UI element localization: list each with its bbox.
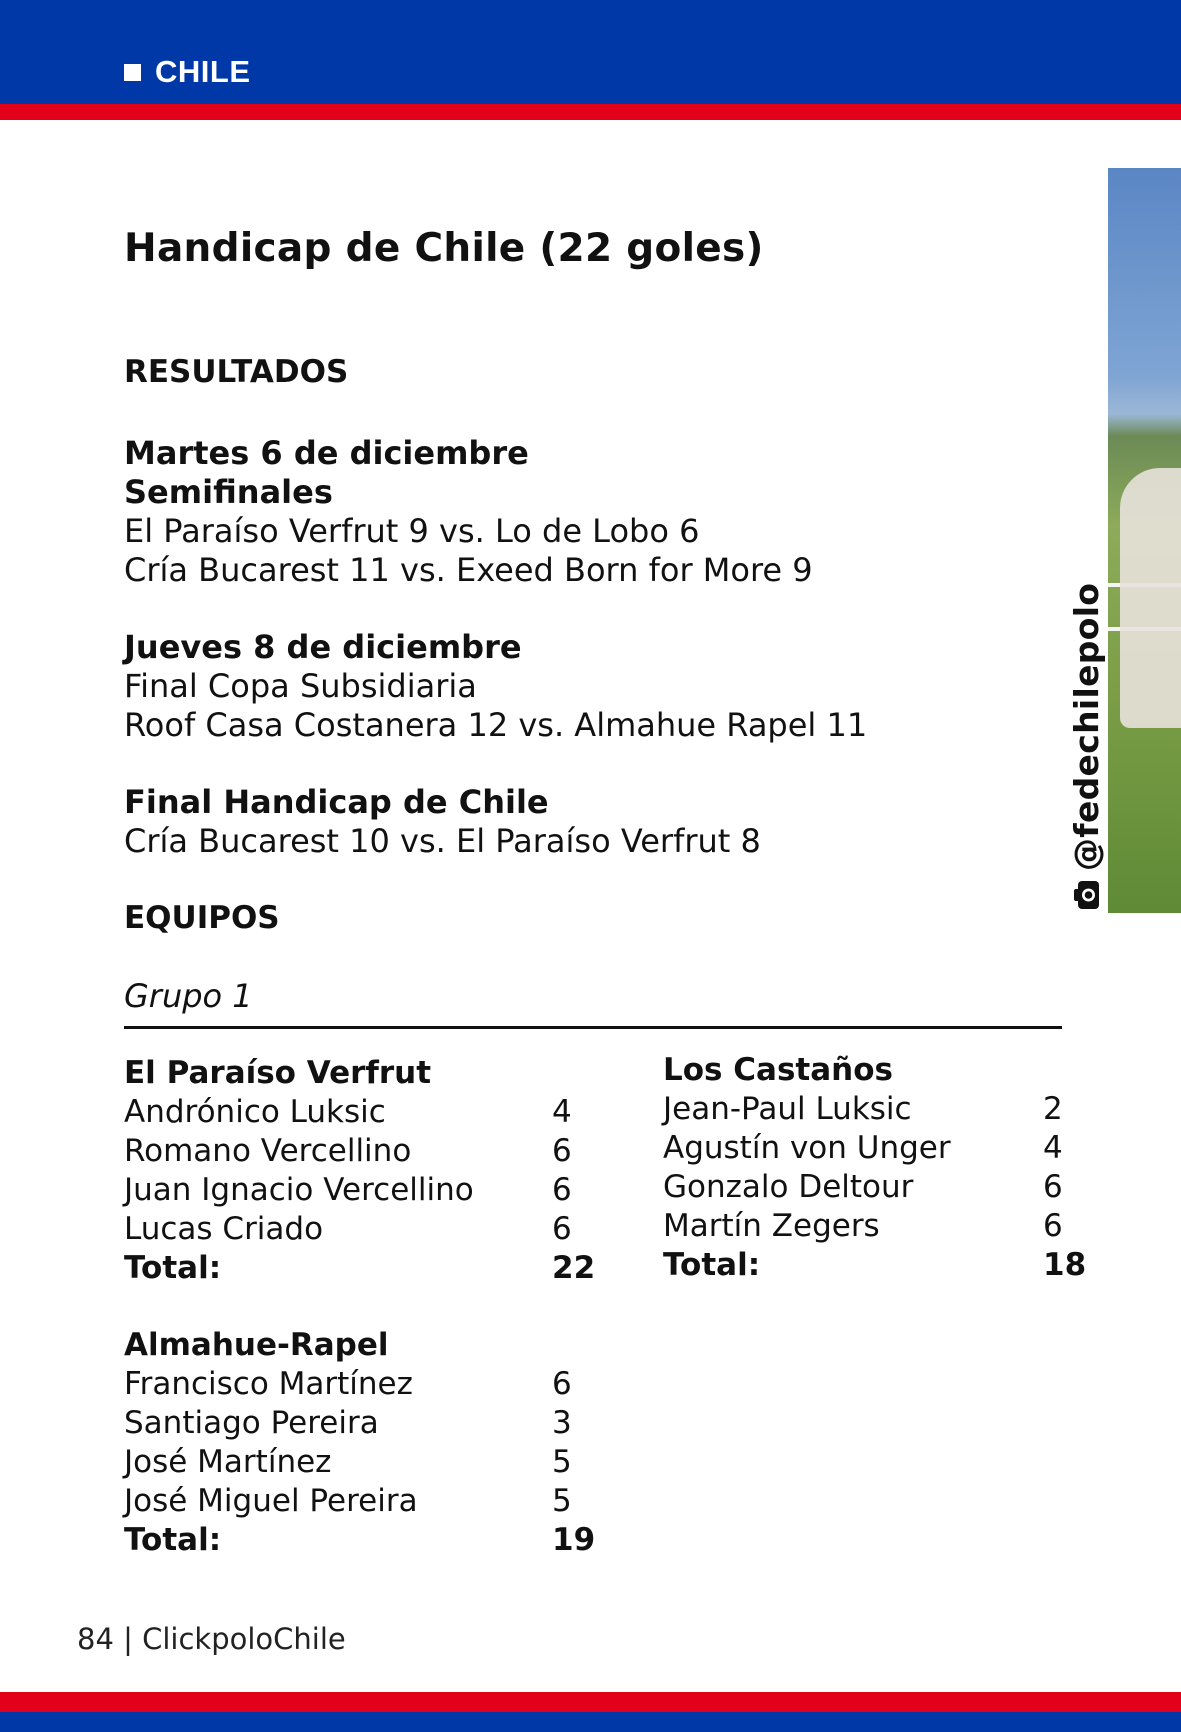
photo-player <box>1120 468 1181 728</box>
player-row <box>124 1443 612 1482</box>
total-label: Total: <box>124 1250 222 1286</box>
result-round: Semifinales <box>124 473 333 511</box>
player-handicap: 2 <box>1043 1091 1063 1127</box>
total-label: Total: <box>663 1247 761 1283</box>
result-line: El Paraíso Verfrut 9 vs. Lo de Lobo 6 <box>124 512 700 550</box>
result-line: Final Copa Subsidiaria <box>124 667 477 705</box>
player-name: Lucas Criado <box>124 1211 324 1247</box>
team-total-row <box>124 1521 612 1560</box>
player-handicap: 6 <box>1043 1208 1063 1244</box>
photo-credit <box>1067 583 1106 911</box>
player-handicap: 5 <box>552 1444 572 1480</box>
team-card <box>124 1326 612 1560</box>
player-handicap: 6 <box>1043 1169 1063 1205</box>
page-footer <box>77 1622 346 1656</box>
page-number: 84 <box>77 1622 114 1656</box>
result-line: Cría Bucarest 10 vs. El Paraíso Verfrut 8 <box>124 822 761 860</box>
player-row <box>124 1210 612 1249</box>
square-bullet-icon <box>124 64 141 81</box>
publication-name: ClickpoloChile <box>142 1622 346 1656</box>
player-handicap: 5 <box>552 1483 572 1519</box>
player-handicap: 6 <box>552 1172 572 1208</box>
total-value: 19 <box>552 1522 596 1558</box>
polo-photo <box>1108 168 1181 913</box>
result-line: Roof Casa Costanera 12 vs. Almahue Rapel 11 <box>124 706 868 744</box>
footer-separator: | <box>123 1622 133 1656</box>
team-name: Los Castaños <box>663 1052 893 1088</box>
player-name: Juan Ignacio Vercellino <box>124 1172 474 1208</box>
team-total-row <box>124 1249 612 1288</box>
team-total-row <box>663 1246 1103 1285</box>
player-handicap: 4 <box>1043 1130 1063 1166</box>
result-block <box>124 783 761 861</box>
player-handicap: 6 <box>552 1366 572 1402</box>
player-name: Romano Vercellino <box>124 1133 412 1169</box>
result-day: Jueves 8 de diciembre <box>124 628 522 666</box>
player-name: Agustín von Unger <box>663 1130 951 1166</box>
total-value: 22 <box>552 1250 596 1286</box>
player-row <box>124 1404 612 1443</box>
result-line: Cría Bucarest 11 vs. Exeed Born for More 9 <box>124 551 813 589</box>
player-row <box>663 1207 1103 1246</box>
photo-credit-handle: @fedechilepolo <box>1067 582 1106 871</box>
result-day: Martes 6 de diciembre <box>124 434 529 472</box>
team-card <box>124 1054 612 1288</box>
player-row <box>663 1129 1103 1168</box>
player-name: Jean-Paul Luksic <box>663 1091 912 1127</box>
camera-icon <box>1071 879 1103 911</box>
player-row <box>124 1132 612 1171</box>
player-handicap: 3 <box>552 1405 572 1441</box>
team-name: Almahue-Rapel <box>124 1327 389 1363</box>
group-divider <box>124 1026 1062 1029</box>
player-handicap: 6 <box>552 1133 572 1169</box>
player-row <box>124 1093 612 1132</box>
player-row <box>124 1482 612 1521</box>
header-red-stripe <box>0 104 1181 120</box>
player-name: José Martínez <box>124 1444 332 1480</box>
page-title: Handicap de Chile (22 goles) <box>124 226 764 271</box>
player-row <box>663 1090 1103 1129</box>
group-label: Grupo 1 <box>124 977 253 1015</box>
player-handicap: 4 <box>552 1094 572 1130</box>
results-heading: RESULTADOS <box>124 354 349 390</box>
player-handicap: 6 <box>552 1211 572 1247</box>
result-block <box>124 434 813 590</box>
team-name: El Paraíso Verfrut <box>124 1055 432 1091</box>
player-row <box>663 1168 1103 1207</box>
player-name: Santiago Pereira <box>124 1405 379 1441</box>
result-block <box>124 628 867 745</box>
section-label <box>124 50 251 94</box>
result-day: Final Handicap de Chile <box>124 783 549 821</box>
player-name: Martín Zegers <box>663 1208 880 1244</box>
player-name: Andrónico Luksic <box>124 1094 386 1130</box>
footer-blue-band <box>0 1712 1181 1732</box>
team-card <box>663 1051 1103 1285</box>
player-name: Gonzalo Deltour <box>663 1169 914 1205</box>
teams-heading: EQUIPOS <box>124 900 280 936</box>
player-name: Francisco Martínez <box>124 1366 413 1402</box>
player-row <box>124 1365 612 1404</box>
total-value: 18 <box>1043 1247 1087 1283</box>
footer-red-stripe <box>0 1692 1181 1712</box>
player-row <box>124 1171 612 1210</box>
player-name: José Miguel Pereira <box>124 1483 418 1519</box>
total-label: Total: <box>124 1522 222 1558</box>
section-label-text: CHILE <box>155 54 251 89</box>
